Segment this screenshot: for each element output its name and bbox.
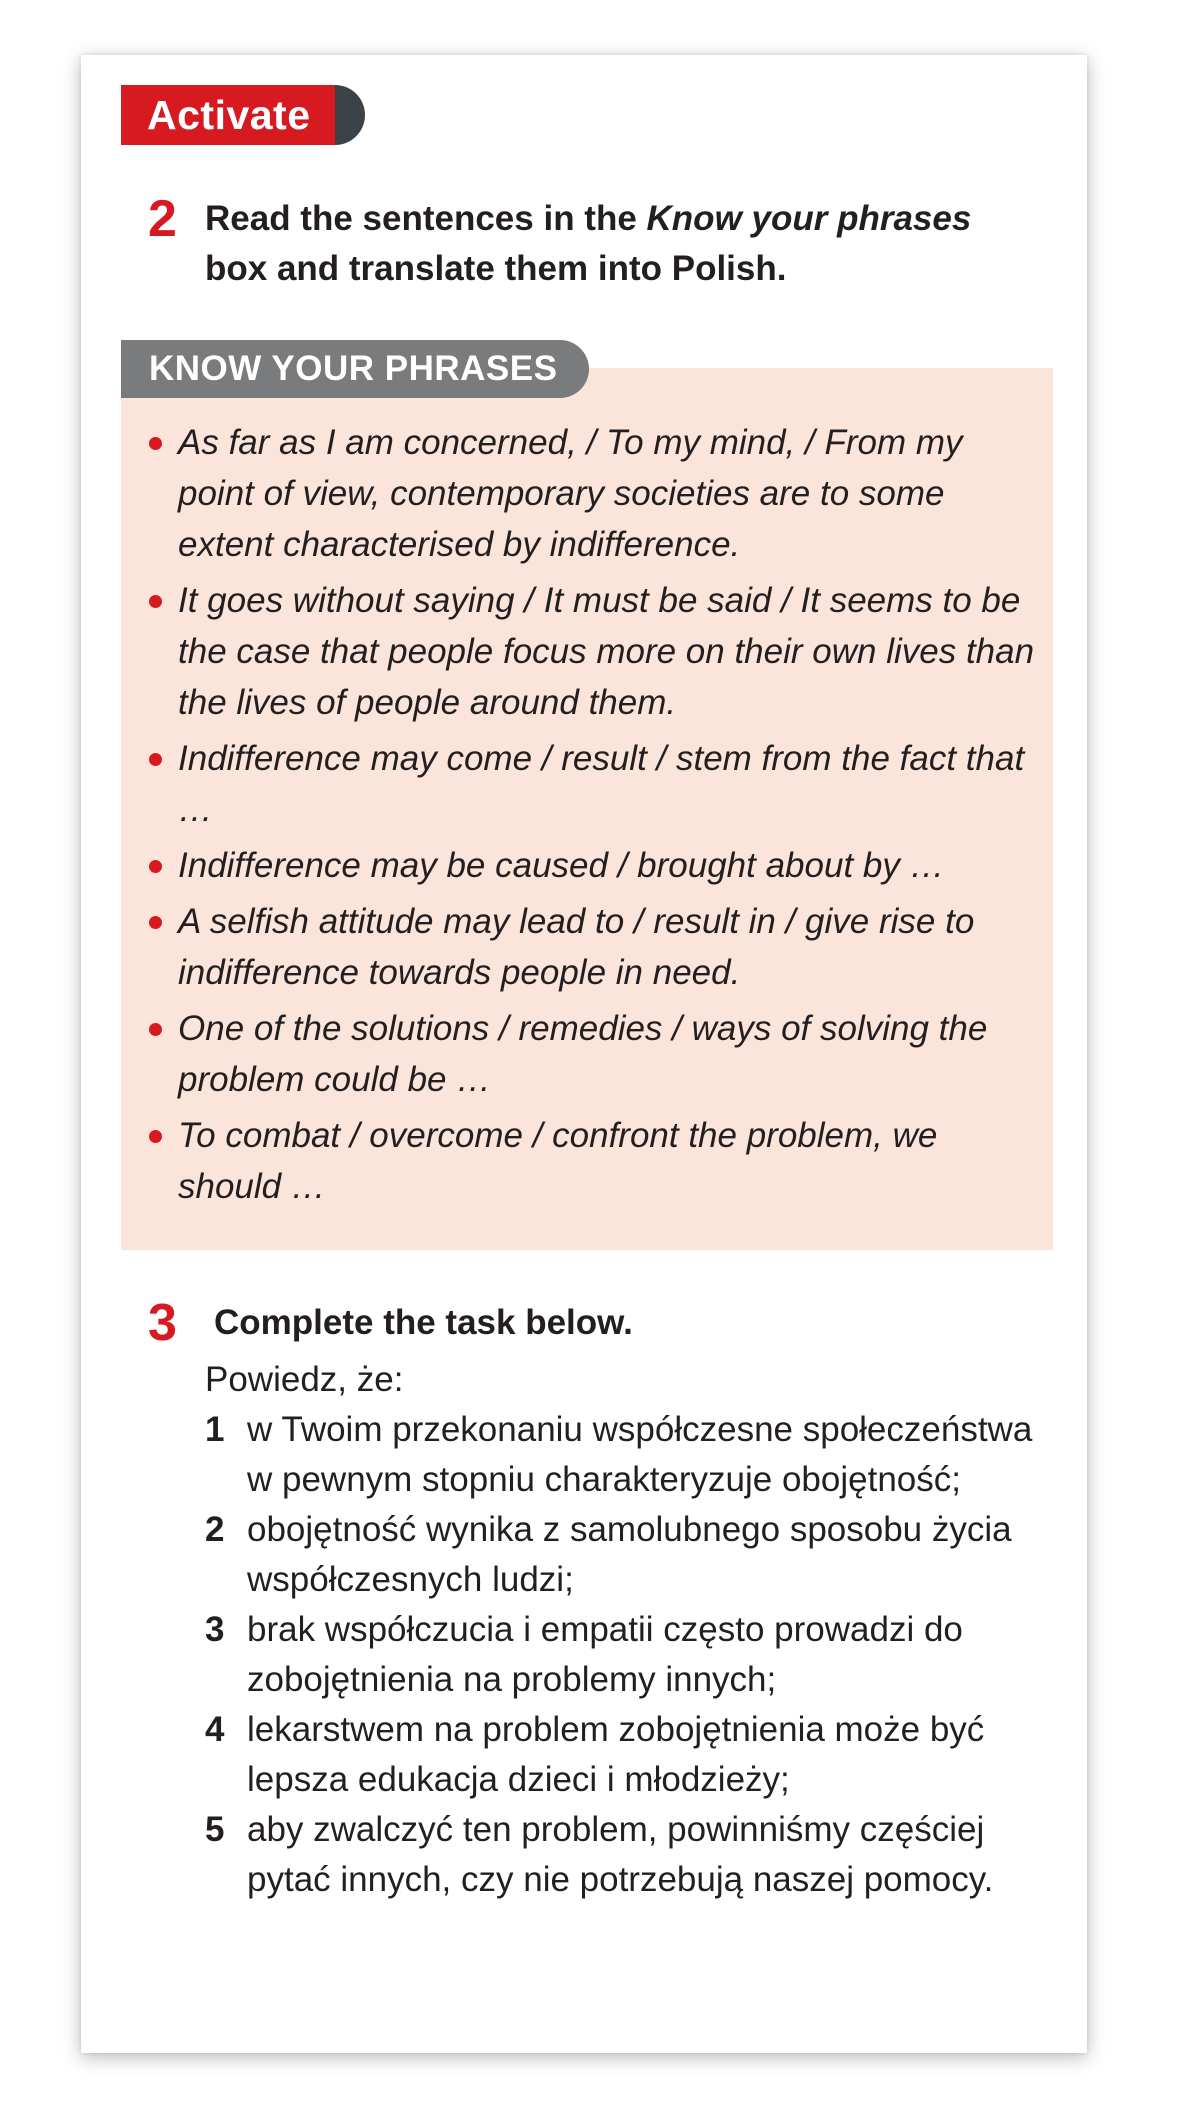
phrase-list [147, 417, 1047, 1217]
bullet-icon [149, 1130, 162, 1143]
bullet-icon [149, 595, 162, 608]
phrase-item [147, 896, 1047, 998]
task-item-number: 1 [205, 1410, 225, 1449]
phrase-item [147, 1110, 1047, 1212]
phrase-text: A selfish attitude may lead to / result in / give rise to indifference towards people in need. [178, 902, 975, 992]
bullet-icon [149, 437, 162, 450]
task-item-text: aby zwalczyć ten problem, powinniśmy częściej pytać innych, czy nie potrzebują naszej pomocy. [247, 1810, 994, 1899]
phrase-text: Indifference may be caused / brought about by … [178, 846, 945, 885]
task-item-number: 4 [205, 1710, 225, 1749]
bullet-icon [149, 860, 162, 873]
phrase-text: It goes without saying / It must be said / It seems to be the case that people focus more on their own lives than the lives of people around them. [178, 581, 1035, 722]
task-list [205, 1405, 1045, 1905]
task-item-number: 3 [205, 1610, 225, 1649]
know-your-phrases-heading: KNOW YOUR PHRASES [121, 340, 589, 398]
exercise-card [81, 55, 1087, 2053]
phrase-text: As far as I am concerned, / To my mind, / From my point of view, contemporary societies are to some extent characterised by indifference. [178, 423, 963, 564]
phrase-text: One of the solutions / remedies / ways of solving the problem could be … [178, 1009, 988, 1099]
task-item-text: obojętność wynika z samolubnego sposobu życia współczesnych ludzi; [247, 1510, 1012, 1599]
phrase-item [147, 575, 1047, 728]
task-item-text: w Twoim przekonaniu współczesne społeczeństwa w pewnym stopniu charakteryzuje obojętność; [247, 1410, 1033, 1499]
bullet-icon [149, 1023, 162, 1036]
phrase-item [147, 733, 1047, 835]
activate-badge-label: Activate [121, 85, 335, 145]
exercise-2-title [205, 194, 1065, 294]
phrase-item [147, 417, 1047, 570]
phrase-text: To combat / overcome / confront the problem, we should … [178, 1116, 938, 1206]
task-item [205, 1805, 1045, 1905]
task-item-text: lekarstwem na problem zobojętnienia może być lepsza edukacja dzieci i młodzieży; [247, 1710, 985, 1799]
task-item [205, 1605, 1045, 1705]
bullet-icon [149, 753, 162, 766]
task-item-number: 2 [205, 1510, 225, 1549]
exercise-3-title: Complete the task below. [214, 1303, 633, 1342]
activate-badge [121, 85, 365, 145]
exercise-2-title-italic: Know your phrases [646, 199, 972, 238]
phrase-item [147, 1003, 1047, 1105]
exercise-3-number: 3 [148, 1294, 177, 1352]
phrase-item [147, 840, 1047, 891]
exercise-2-title-part1: Read the sentences in the [205, 199, 647, 238]
activate-badge-cap [335, 85, 365, 145]
task-item [205, 1405, 1045, 1505]
task-item [205, 1505, 1045, 1605]
task-item-text: brak współczucia i empatii często prowadzi do zobojętnienia na problemy innych; [247, 1610, 963, 1699]
task-intro: Powiedz, że: [205, 1360, 404, 1399]
phrase-text: Indifference may come / result / stem from the fact that … [178, 739, 1025, 829]
exercise-2-title-part2: box and translate them into Polish. [205, 249, 787, 288]
task-item-number: 5 [205, 1810, 225, 1849]
task-item [205, 1705, 1045, 1805]
bullet-icon [149, 916, 162, 929]
exercise-2-number: 2 [148, 190, 177, 248]
